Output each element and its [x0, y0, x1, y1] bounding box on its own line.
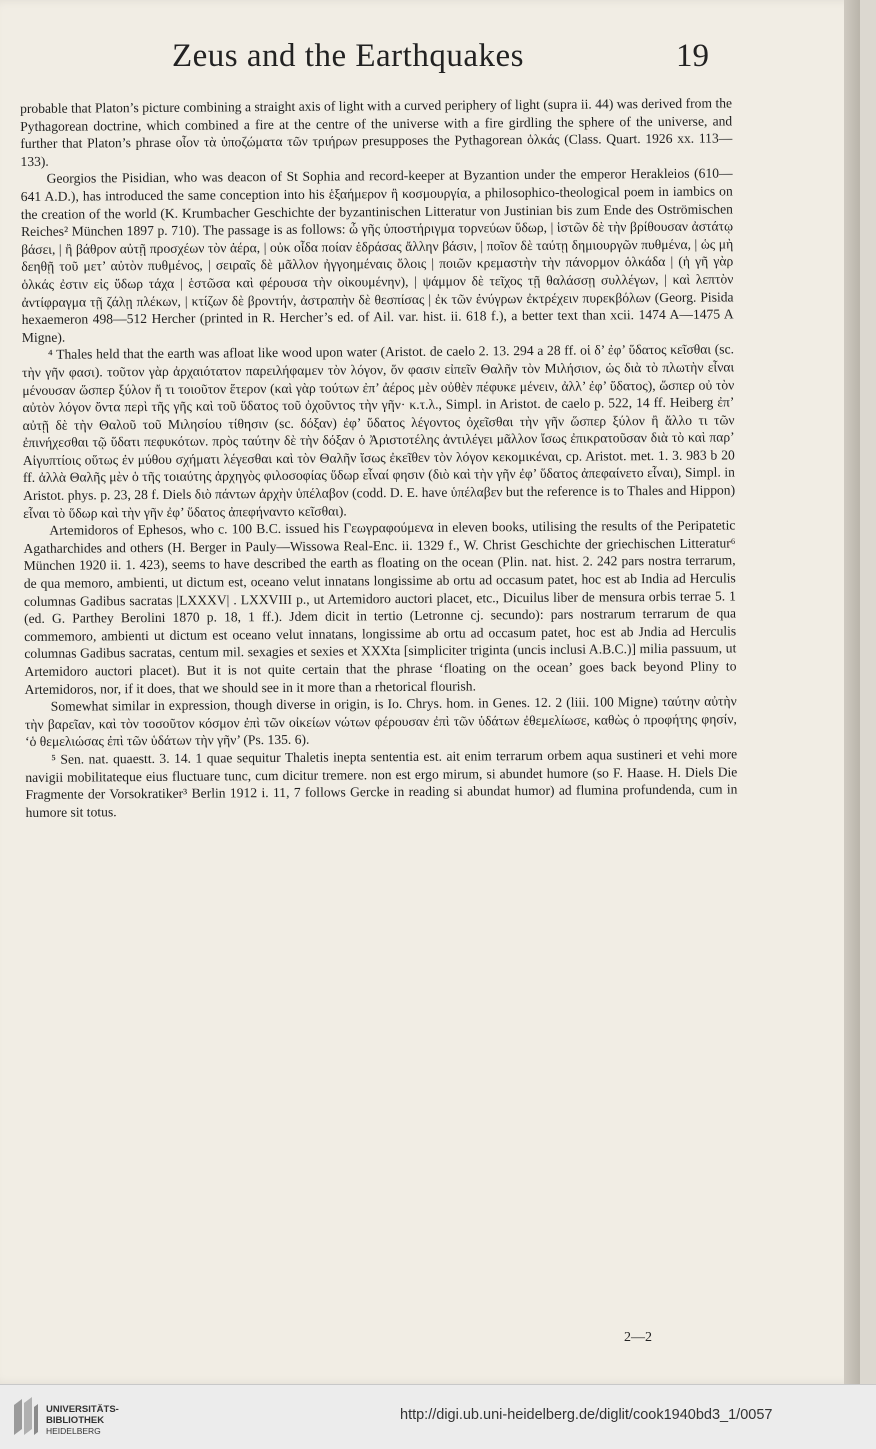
paragraph-2: Georgios the Pisidian, who was deacon of St Sophia and record-keeper at Byzantion under the emperor Herakleios (610—641 A.D.), has introduced the same conception into his ἑξαήμερον ἢ κοσμουργία, a philosophico-theological poem in iambics on the creation of the world (K. Krumbacher Geschichte der byzantinischen Litteratur von Justinian bis zum Ende des Oströmischen Reiches² München 1897 p. 710). The passage is as follows: ὦ γῆς ὑποστήριγμα τορνεύων ὕδωρ, | ἱστῶν δὲ τὴν βρίθουσαν ἀστάτῳ βάσει, | ἢ βάθρον αὐτῇ προσχέων τὸν ἀέρα, | οὐκ οἶδα ποίαν ἑδράσας ἄλλην βάσιν, | ποῖον δὲ ταύτῃ δημιουργῶν πυθμένα, | ὡς μὴ δεηθῇ τοῦ μετ’ αὐτὸν πυθμένος, | σειραῖς δὲ μᾶλλον ἠγγοημέναις ὅλοις | ποιῶν κρεμαστὴν τὴν πάνορμον ὁλκάδα | (ἡ γῆ γὰρ ὁλκάς ἐστιν εἰς ὕδωρ τάχα | ἑστῶσα καὶ φέρουσα τὴν οἰκουμένην), | ψάμμον δὲ τεῖχος τῇ θαλάσσῃ συλλέγων, | καὶ λεπτὸν ἀντίφραγμα τῇ ζάλῃ πλέκων, | κτίζων δὲ βροντήν, ἀστραπὴν δὲ θεσπίσας | ἐκ τῶν ἐνύγρων ἐκτρέχειν πυρεκβόλων (Georg. Pisida hexaemeron 498—512 Hercher (printed in R. Hercher’s ed. of Ail. var. hist. ii. 618 f.), a better text than xcii. 1474 A—1475 A Migne). [20, 165, 734, 345]
library-name-line-1: UNIVERSITÄTS- [46, 1404, 119, 1415]
page-edge [844, 0, 860, 1384]
library-name [46, 1404, 119, 1437]
footer-bar [0, 1384, 876, 1449]
library-name-line-3: HEIDELBERG [46, 1426, 101, 1436]
body-text [20, 94, 738, 821]
footnote-5: ⁵ Sen. nat. quaestt. 3. 14. 1 quae sequitur Thaletis inepta sententia est. ait enim terrarum orbem aqua sustineri et vehi more navigii mobilitateque eius fluctuare tunc, cum dicitur tremere. non est ergo mirum, si abundet humore (so F. Haase. H. Diels Die Fragmente der Vorsokratiker³ Berlin 1912 i. 11, 7 follows Gercke in reading si abundat humor) ad flumina profundenda, cum in humore sit totus. [25, 746, 738, 820]
paragraph-chrysostom: Somewhat similar in expression, though diverse in origin, is Io. Chrys. hom. in Genes. 12. 2 (liii. 100 Migne) ταύτην αὐτὴν τὴν βαρεῖαν, καὶ τὸν τοσοῦτον κόσμον ἐπὶ τῶν οἰκείων νώτων φέρουσαν ἐπὶ τῶν ὑδάτων ἐθεμελίωσε, καθὼς ὁ προφήτης φησίν, ‘ὁ θεμελιώσας ἐπὶ τῶν ὑδάτων τὴν γῆν’ (Ps. 135. 6). [24, 693, 737, 750]
library-name-line-2: BIBLIOTHEK [46, 1415, 105, 1426]
signature-mark: 2—2 [624, 1330, 652, 1345]
paragraph-1: probable that Platon’s picture combining a straight axis of light with a curved periphery of light (supra ii. 44) was derived from the Pythagorean doctrine, which combined a fire at the centre of the universe with a fire girdling the sphere of the universe, and further that Platon’s phrase οἷον τὰ ὑποζώματα τῶν τριήρων presupposes the Pythagorean ὁλκάς (Class. Quart. 1926 xx. 113—133). [20, 95, 733, 169]
footnote-4: ⁴ Thales held that the earth was afloat like wood upon water (Aristot. de caelo 2. 13. 294 a 28 ff. οἱ δ’ ἐφ’ ὕδατος κεῖσθαι (sc. τὴν γῆν φασι). τοῦτον γὰρ ἀρχαιότατον παρειλήφαμεν τὸν λόγον, ὅν φασιν εἰπεῖν Θαλῆν τὸν Μιλήσιον, ὡς διὰ τὸ πλωτὴν εἶναι μένουσαν ὥσπερ ξύλον ἤ τι τοιοῦτον ἕτερον (καὶ γὰρ τούτων ἐπ’ ἀέρος μὲν οὐθὲν πέφυκε μένειν, ἀλλ’ ἐφ’ ὕδατος), ὥσπερ οὐ τὸν αὐτὸν λόγον ὄντα περὶ τῆς γῆς καὶ τοῦ ὕδατος τοῦ ὀχοῦντος τὴν γῆν· κ.τ.λ., Simpl. in Aristot. de caelo p. 522, 14 ff. Heiberg ἐπ’ αὐτῇ δὲ τὴν Θαλοῦ τοῦ Μιλησίου τίθησιν (sc. δόξαν) ἐφ’ ὕδατος λέγοντος ὀχεῖσθαι τὴν γῆν ὥσπερ ξύλον ἢ ἄλλο τι τῶν ἐπινήχεσθαι τῷ ὕδατι πεφυκότων. πρὸς ταύτην δὲ τὴν δόξαν ὁ Ἀριστοτέλης ἀντιλέγει μᾶλλον ἴσως ἐπικρατοῦσαν διὰ τὸ καὶ παρ’ Αἰγυπτίοις οὕτως ἐν μύθου σχήματι λέγεσθαι καὶ τὸν Θαλῆν ἴσως ἐκεῖθεν τὸν λόγον κεκομικέναι, cp. Aristot. met. 1. 3. 983 b 20 ff. ἀλλὰ Θαλῆς μὲν ὁ τῆς τοιαύτης ἀρχηγὸς φιλοσοφίας ὕδωρ εἶναί φησιν (διὸ καὶ τὴν γῆν ἐφ’ ὕδατος ἀπεφαίνετο εἶναι), Simpl. in Aristot. phys. p. 23, 28 f. Diels διὸ πάντων ἀρχὴν ὑπέλαβον (codd. D. E. have ὑπέλαβεν but the reference is to Thales and Hippon) εἶναι τὸ ὕδωρ καὶ τὴν γῆν ἐφ’ ὕδατος ἀπεφήναντο κεῖσθαι). [22, 341, 736, 521]
paragraph-artemidoros: Artemidoros of Ephesos, who c. 100 B.C. issued his Γεωγραφούμενα in eleven books, utilising the results of the Peripatetic Agatharchides and others (H. Berger in Pauly—Wissowa Real-Enc. ii. 1329 f., W. Christ Geschichte der griechischen Litteratur⁶ München 1920 ii. 1. 423), seems to have described the earth as floating on the ocean (Plin. nat. hist. 2. 242 pars nostra terrarum, de qua memoro, ambienti, ut dictum est, oceano velut innatans longissime ab ortu ad occasum patet, hoc est ab India ad Herculis columnas Gadibus sacratas |LXXXV| . LXXVIII p., ut Artemidoro auctori placet, etc., Dicuilus liber de mensura orbis terrae 5. 1 (ed. G. Parthey Berolini 1870 p. 18, 1 ff.). Jdem dicit in tertio (Letronne cj. secundo): pars nostrarum terrarum de qua commemoro, ambienti ut dictum est oceano velut innatans, longissime ab ortu ad occasum patet, hoc est ab Jndia ad Herculis columnas Gadibus sacratas, centum mil. sexagies et sexies et XXXta [simpliciter triginta (uncis inclusi A.B.C.)] milia passuum, ut Artemidoro auctori placet). But it is not quite certain that the phrase ‘floating on the ocean’ goes back beyond Pliny to Artemidoros, nor, if it does, that we should see in it more than a rhetorical flourish. [23, 517, 737, 697]
running-head-title: Zeus and the Earthquakes [172, 38, 524, 74]
library-logo-icon [10, 1395, 40, 1439]
page-number: 19 [676, 38, 709, 74]
digitization-url-link[interactable]: http://digi.ub.uni-heidelberg.de/diglit/cook1940bd3_1/0057 [400, 1407, 773, 1423]
